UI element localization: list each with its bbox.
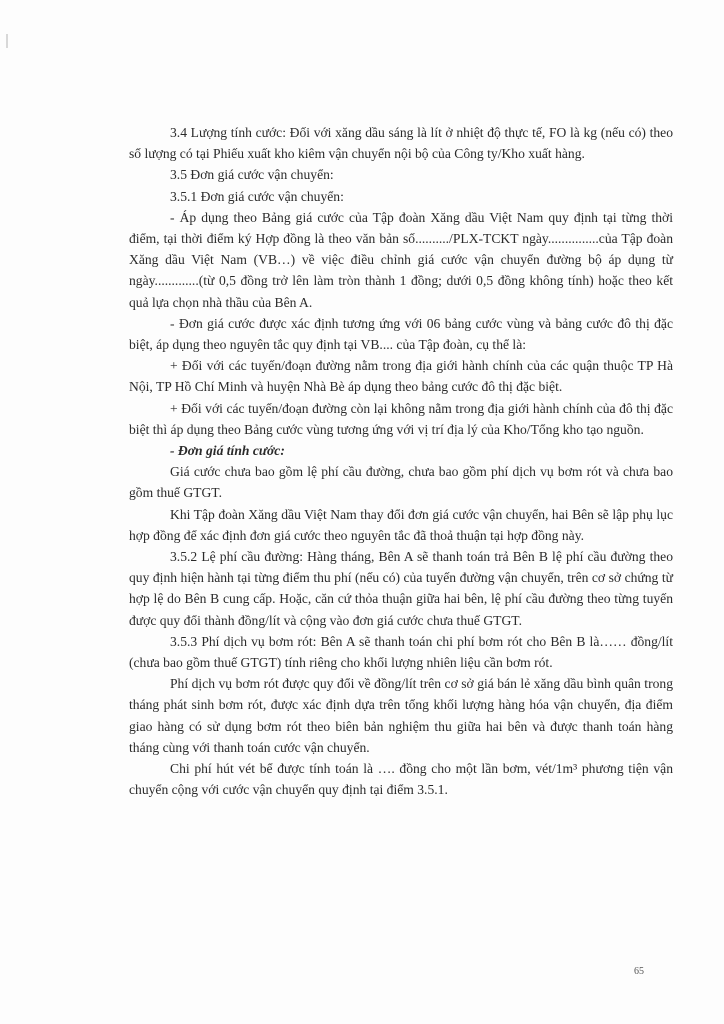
paragraph: 3.5 Đơn giá cước vận chuyển: <box>170 167 334 183</box>
paragraph: Chi phí hút vét bể được tính toán là …. đồng cho một lần bơm, vét/1m³ phương tiện vận chuyển cộng với cước vận chuyển quy định tại điểm 3.5.1. <box>129 761 673 798</box>
paragraph: 3.5.1 Đơn giá cước vận chuyển: <box>170 188 344 204</box>
paragraph: 3.5.3 Phí dịch vụ bơm rót: Bên A sẽ thanh toán chi phí bơm rót cho Bên B là…… đồng/lít (chưa bao gồm thuế GTGT) tính riêng cho khối lượng nhiên liệu cần bơm rót. <box>129 633 673 671</box>
paragraph: - Áp dụng theo Bảng giá cước của Tập đoàn Xăng dầu Việt Nam quy định tại từng thời điểm, tại thời điểm ký Hợp đồng là theo văn bản số........../PLX-TCKT ngày...............của Tập đoàn Xăng dầu Việt Nam (VB…) về việc điều chỉnh giá cước vận chuyển đường bộ áp dụng từ ngày.............(từ 0,5 đồng trở lên làm tròn thành 1 đồng; dưới 0,5 đồng không tính) hoặc theo kết quả lựa chọn nhà thầu của Bên A. <box>129 209 673 310</box>
paragraph: Phí dịch vụ bơm rót được quy đổi về đồng/lít trên cơ sở giá bán lẻ xăng dầu bình quân trong tháng phát sinh bơm rót, được xác định dựa trên tổng khối lượng hàng hóa vận chuyển, địa điểm giao hàng có sử dụng bơm rót theo biên bản nghiệm thu giữa hai bên và được thanh toán hàng tháng cùng với thanh toán cước vận chuyển. <box>129 676 673 755</box>
page-number: 65 <box>634 966 644 977</box>
section-subheading: - Đơn giá tính cước: <box>170 443 285 459</box>
paragraph: Giá cước chưa bao gồm lệ phí cầu đường, chưa bao gồm phí dịch vụ bơm rót và chưa bao gồm thuế GTGT. <box>129 464 673 501</box>
paragraph: + Đối với các tuyến/đoạn đường nằm trong địa giới hành chính của các quận thuộc TP Hà Nội, TP Hồ Chí Minh và huyện Nhà Bè áp dụng theo bảng cước đô thị đặc biệt. <box>129 358 673 395</box>
paragraph: + Đối với các tuyến/đoạn đường còn lại không nằm trong địa giới hành chính của đô thị đặc biệt thì áp dụng theo Bảng cước vùng tương ứng với vị trí địa lý của Kho/Tổng kho tạo nguồn. <box>129 400 673 437</box>
paragraph: 3.5.2 Lệ phí cầu đường: Hàng tháng, Bên A sẽ thanh toán trả Bên B lệ phí cầu đường theo quy định hiện hành tại từng điểm thu phí (nếu có) của tuyến đường vận chuyển, trên cơ sở chứng từ hợp lệ do Bên B cung cấp. Hoặc, căn cứ thỏa thuận giữa hai bên, lệ phí cầu đường theo từng tuyến được quy đổi thành đồng/lít và cộng vào đơn giá cước chưa thuế GTGT. <box>129 549 673 628</box>
scan-margin-mark <box>6 34 8 48</box>
paragraph: Khi Tập đoàn Xăng dầu Việt Nam thay đổi đơn giá cước vận chuyển, hai Bên sẽ lập phụ lục hợp đồng để xác định đơn giá cước theo nguyên tắc đã thoả thuận tại hợp đồng này. <box>129 506 673 543</box>
paragraph: 3.4 Lượng tính cước: Đối với xăng dầu sáng là lít ở nhiệt độ thực tế, FO là kg (nếu có) theo số lượng có tại Phiếu xuất kho kiêm vận chuyển nội bộ của Công ty/Kho xuất hàng. <box>129 125 673 162</box>
document-body <box>129 122 673 801</box>
paragraph: - Đơn giá cước được xác định tương ứng với 06 bảng cước vùng và bảng cước đô thị đặc biệt, áp dụng theo nguyên tắc quy định tại VB.... của Tập đoàn, cụ thể là: <box>129 315 673 353</box>
